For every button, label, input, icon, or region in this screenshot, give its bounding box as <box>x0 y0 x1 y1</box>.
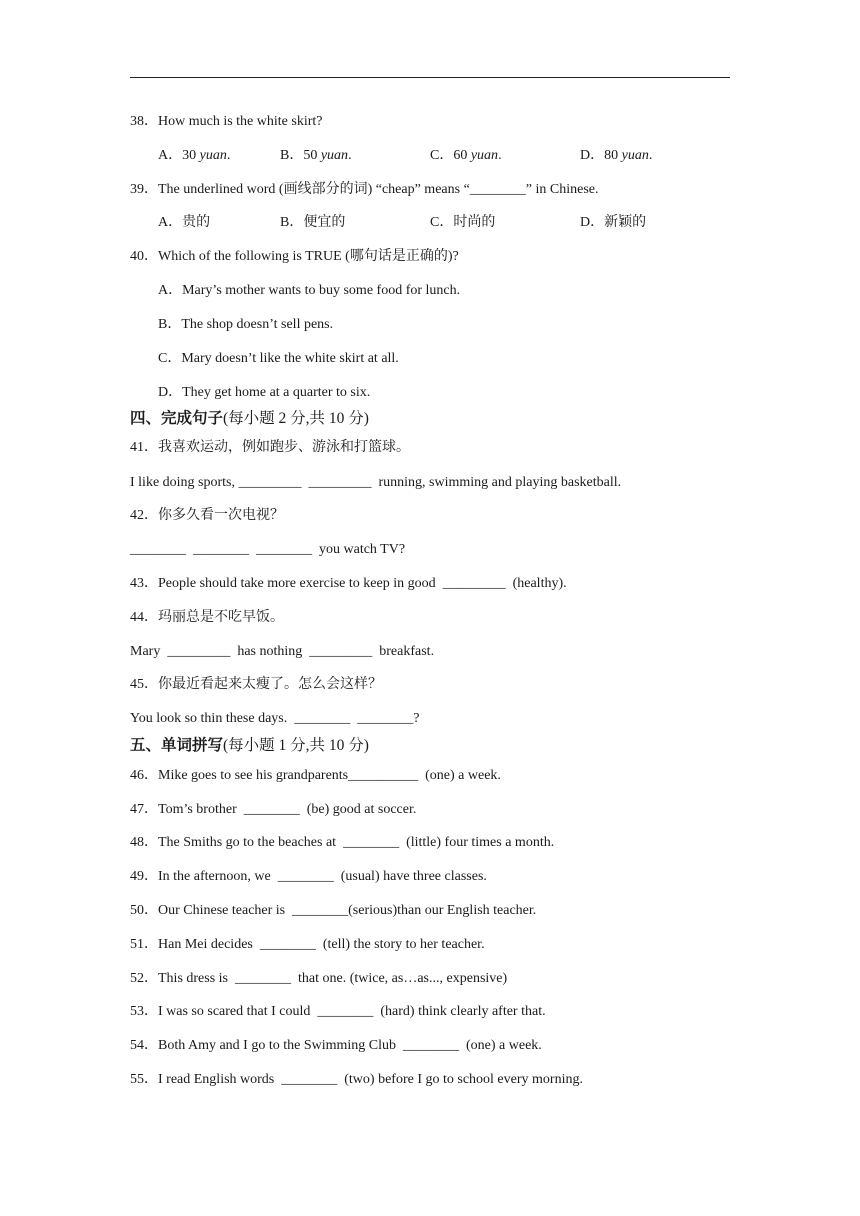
q40-option-a[interactable]: A．Mary’s mother wants to buy some food for lunch. <box>158 283 461 298</box>
q39-option-c[interactable]: C．时尚的 <box>430 215 496 230</box>
q46-text: 46．Mike goes to see his grandparents__________ (one) a week. <box>130 768 501 783</box>
q43-text: 43．People should take more exercise to keep in good _________ (healthy). <box>130 576 567 591</box>
q48-text: 48．The Smiths go to the beaches at ________ (little) four times a month. <box>130 835 555 850</box>
q53-text: 53．I was so scared that I could ________ (hard) think clearly after that. <box>130 1004 546 1019</box>
q41-english: I like doing sports, _________ _________ running, swimming and playing basketball. <box>130 475 622 490</box>
question-40-stem: 40．Which of the following is TRUE (哪句话是正确的)? <box>130 249 459 264</box>
section-4-points: (每小题 2 分,共 10 分) <box>223 410 369 427</box>
section-5-title: 五、单词拼写 <box>130 737 224 754</box>
q39-option-b[interactable]: B．便宜的 <box>280 215 346 230</box>
q38-option-d[interactable]: D．80 yuan. <box>580 148 653 163</box>
q40-option-c[interactable]: C．Mary doesn’t like the white skirt at all. <box>158 351 399 366</box>
q39-option-d[interactable]: D．新颖的 <box>580 215 647 230</box>
q38-option-a[interactable]: A．30 yuan. <box>158 148 231 163</box>
q38-option-b[interactable]: B．50 yuan. <box>280 148 352 163</box>
q41-chinese: 41．我喜欢运动，例如跑步、游泳和打篮球。 <box>130 440 410 455</box>
section-4-heading <box>130 410 369 428</box>
q49-text: 49．In the afternoon, we ________ (usual) have three classes. <box>130 869 487 884</box>
q44-english: Mary _________ has nothing _________ breakfast. <box>130 644 435 659</box>
q47-text: 47．Tom’s brother ________ (be) good at soccer. <box>130 802 417 817</box>
q40-option-b[interactable]: B．The shop doesn’t sell pens. <box>158 317 334 332</box>
q42-english: ________ ________ ________ you watch TV? <box>130 542 406 557</box>
q51-text: 51．Han Mei decides ________ (tell) the story to her teacher. <box>130 937 485 952</box>
q54-text: 54．Both Amy and I go to the Swimming Club ________ (one) a week. <box>130 1038 542 1053</box>
q42-chinese: 42．你多久看一次电视？ <box>130 508 284 523</box>
q50-text: 50．Our Chinese teacher is ________(serious)than our English teacher. <box>130 903 537 918</box>
q45-chinese: 45．你最近看起来太瘦了。怎么会这样？ <box>130 677 382 692</box>
section-5-points: (每小题 1 分,共 10 分) <box>223 737 369 754</box>
q38-option-c[interactable]: C．60 yuan. <box>430 148 502 163</box>
q55-text: 55．I read English words ________ (two) before I go to school every morning. <box>130 1072 583 1087</box>
header-rule <box>130 77 730 78</box>
section-5-heading <box>130 737 369 755</box>
q40-option-d[interactable]: D．They get home at a quarter to six. <box>158 385 371 400</box>
q39-option-a[interactable]: A．贵的 <box>158 215 211 230</box>
question-39-stem: 39．The underlined word (画线部分的词) “cheap” means “________” in Chinese. <box>130 182 599 197</box>
section-4-title: 四、完成句子 <box>130 410 224 427</box>
q44-chinese: 44．玛丽总是不吃早饭。 <box>130 610 284 625</box>
q45-english: You look so thin these days. ________ ________? <box>130 711 420 726</box>
question-38-stem: 38．How much is the white skirt? <box>130 114 323 129</box>
q52-text: 52．This dress is ________ that one. (twice, as…as..., expensive) <box>130 971 508 986</box>
